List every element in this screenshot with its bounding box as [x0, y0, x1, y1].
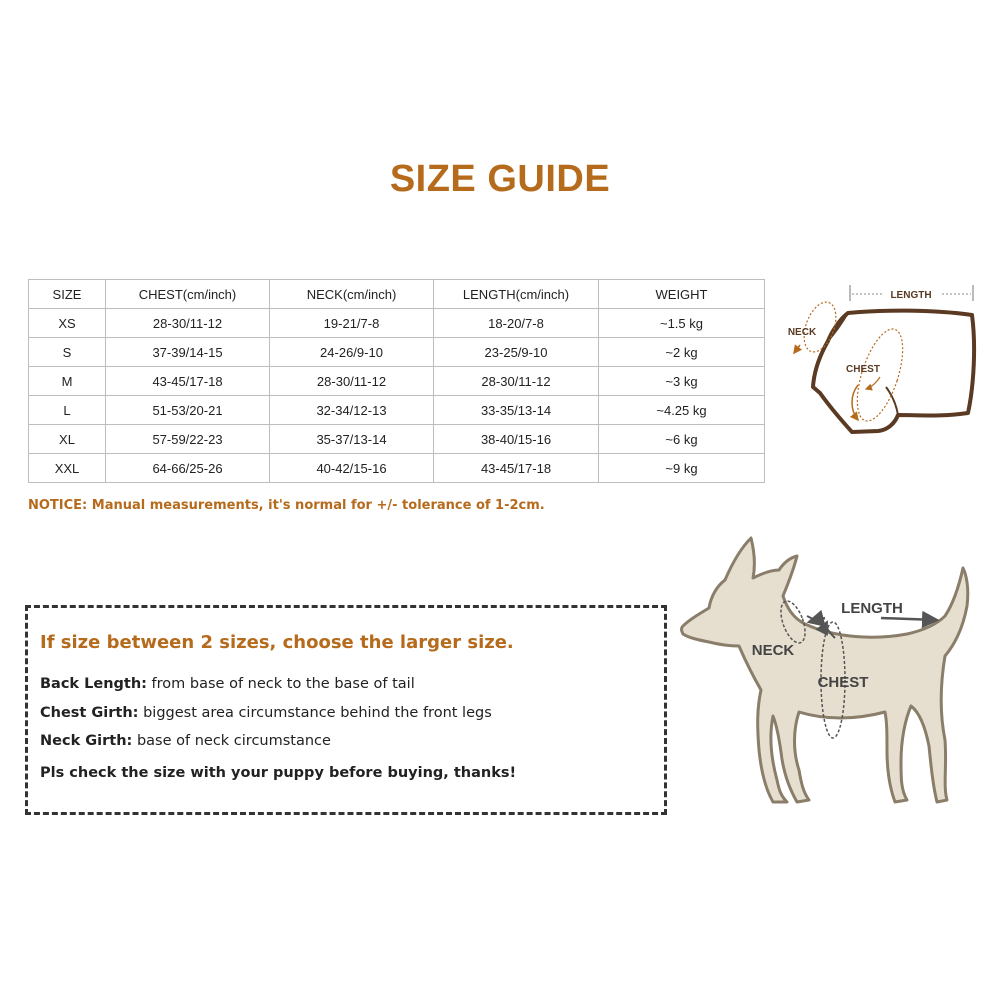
back-length-tip	[40, 676, 415, 692]
closing-note: Pls check the size with your puppy before buying, thanks!	[40, 765, 517, 781]
weight-cell: ~6 kg	[599, 425, 765, 454]
length-cell: 23-25/9-10	[434, 338, 599, 367]
chest-girth-label: Chest Girth:	[40, 705, 139, 721]
table-row	[29, 367, 765, 396]
dog-measurement-diagram	[675, 530, 985, 820]
neck-girth-text: base of neck circumstance	[132, 733, 331, 749]
column-header-chest: CHEST(cm/inch)	[106, 280, 270, 309]
length-cell: 18-20/7-8	[434, 309, 599, 338]
neck-cell: 19-21/7-8	[270, 309, 434, 338]
column-header-length: LENGTH(cm/inch)	[434, 280, 599, 309]
back-length-label: Back Length:	[40, 676, 147, 692]
column-header-weight: WEIGHT	[599, 280, 765, 309]
chest-cell: 37-39/14-15	[106, 338, 270, 367]
shirt-measurement-diagram	[780, 275, 985, 445]
weight-cell: ~4.25 kg	[599, 396, 765, 425]
neck-cell: 35-37/13-14	[270, 425, 434, 454]
chest-cell: 28-30/11-12	[106, 309, 270, 338]
dog-neck-label: NECK	[751, 642, 795, 659]
weight-cell: ~2 kg	[599, 338, 765, 367]
neck-cell: 32-34/12-13	[270, 396, 434, 425]
weight-cell: ~9 kg	[599, 454, 765, 483]
dog-chest-label: CHEST	[817, 674, 869, 691]
size-cell: M	[29, 367, 106, 396]
chihuahua-silhouette-icon	[682, 538, 968, 802]
chest-girth-text: biggest area circumstance behind the front legs	[138, 705, 492, 721]
neck-cell: 24-26/9-10	[270, 338, 434, 367]
chest-girth-tip	[40, 705, 492, 721]
length-arrow-icon	[809, 618, 937, 622]
neck-cell: 40-42/15-16	[270, 454, 434, 483]
neck-girth-label: Neck Girth:	[40, 733, 133, 749]
weight-cell: ~3 kg	[599, 367, 765, 396]
table-row	[29, 338, 765, 367]
shirt-neck-label: NECK	[787, 327, 817, 338]
chest-cell: 51-53/20-21	[106, 396, 270, 425]
sizing-tips-box	[25, 605, 667, 815]
back-length-text: from base of neck to the base of tail	[146, 676, 415, 692]
size-cell: XXL	[29, 454, 106, 483]
shirt-length-label: LENGTH	[890, 290, 932, 301]
table-header-row	[29, 280, 765, 309]
length-cell: 33-35/13-14	[434, 396, 599, 425]
table-row	[29, 425, 765, 454]
size-cell: XS	[29, 309, 106, 338]
length-cell: 43-45/17-18	[434, 454, 599, 483]
column-header-size: SIZE	[29, 280, 106, 309]
neck-pointer-line	[807, 616, 815, 620]
neck-cell: 28-30/11-12	[270, 367, 434, 396]
chest-cell: 57-59/22-23	[106, 425, 270, 454]
column-header-neck: NECK(cm/inch)	[270, 280, 434, 309]
length-cell: 38-40/15-16	[434, 425, 599, 454]
size-table	[28, 279, 765, 483]
length-cell: 28-30/11-12	[434, 367, 599, 396]
shirt-chest-label: CHEST	[846, 364, 880, 375]
tips-heading: If size between 2 sizes, choose the larger size.	[40, 632, 514, 653]
table-row	[29, 454, 765, 483]
chest-cell: 43-45/17-18	[106, 367, 270, 396]
dog-length-label: LENGTH	[841, 600, 903, 617]
page-title: SIZE GUIDE	[389, 158, 611, 200]
notice-text: NOTICE: Manual measurements, it's normal for +/- tolerance of 1-2cm.	[28, 498, 545, 513]
size-cell: L	[29, 396, 106, 425]
table-row	[29, 309, 765, 338]
size-cell: XL	[29, 425, 106, 454]
weight-cell: ~1.5 kg	[599, 309, 765, 338]
size-cell: S	[29, 338, 106, 367]
table-row	[29, 396, 765, 425]
chest-cell: 64-66/25-26	[106, 454, 270, 483]
neck-girth-tip	[40, 733, 331, 749]
chest-measure-icon	[848, 324, 912, 426]
